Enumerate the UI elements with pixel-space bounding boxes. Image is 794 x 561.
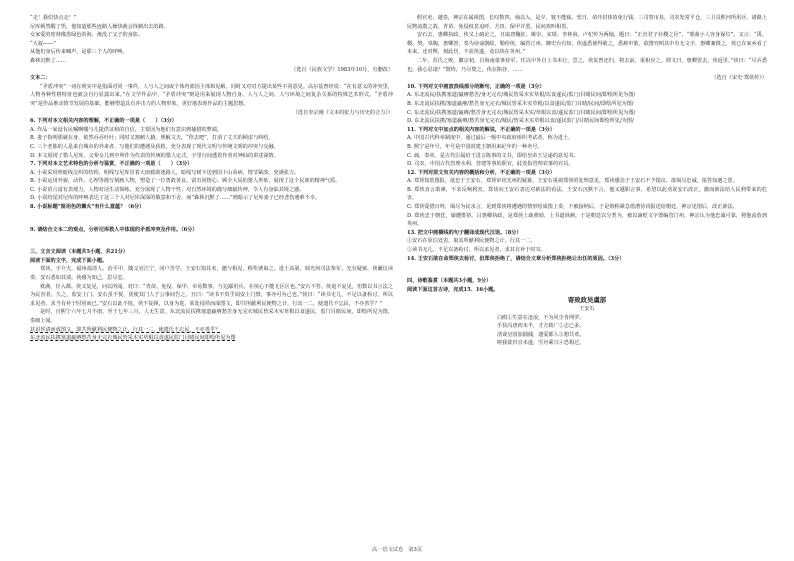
question-7: 7. 下列对本文艺术特色的分析与鉴赏，不正确的一项是（ ）（3分） [30, 161, 193, 168]
q12-option-c: C. 郑侠爱惜百姓，竭尽为民求言，见到郑侠将遭遇的情形绘成图上奏，不被接纳后，于是假称紧急借漕侍讯报送给朝廷，神宗见图后，改正新法。 [407, 204, 738, 211]
q10-option-a: A. 东北流民/扶携塞道/羸瘠愁苦/身无完衣/城民皆采木实草根/以食遂民/监门/目睹民间/即绘所见为图/ [407, 92, 636, 99]
q12-option-b: B. 郑侠直言敢谏，不求反响利害。郑侠向王安石表达对新法的看法，王安石沉默不言，他又越职言事，希望以此劝说安石改正，激而新法给人民利带来的危害。 [407, 186, 767, 202]
classical-paragraph-1: 郑侠，字介夫，福州福清人。治平中，随父官江宁，闭户苦学。王安石知其名，邀与相见，称奖诱诲之。进士高第，调光州司法参军。光有疑狱，侠谳议读奏，安石悉如其请。侠感为知己，思尽忠。 [30, 266, 393, 282]
story-line: “大叙——” [30, 40, 56, 47]
classical-continued-2: 安石去，惠卿执政，侠又上疏论之，且取唐魏征、姚崇、宋璟、李林甫、卢杞传为两轴，题曰：“正直君子社稷之臣”，“邪曲小人容身保位”。又言：“禹、稷、契、皋陶，惠卿怒，奏为谤讪朝政，勒停侠，编管汀州。御史台有知，侠遂悉使得赦之，悉赦申策，欲推究明其中有无文字，惠卿兼摄之，侠已在家乡看了本来，还对释，刻此居，不获侠遂，竟以侠在英州。” [407, 32, 767, 56]
poem-author: 王安石 [579, 306, 595, 312]
q10-option-d: D. 东北流民扶携/塞道羸瘠/愁苦身无完衣/城民/皆采木实草根以食/遂民监门/目睹民间即绘所见/为图/ [407, 118, 634, 125]
section-4-instructions: 阅读下面这首古诗，完成15、16小题。 [407, 286, 499, 293]
q10-option-b: B. 东北流民扶携/塞道羸瘠/愁苦身无完衣/城民皆采木实草根/以食遂民/监门目睹/民间/即绘所见为图/ [407, 100, 634, 107]
story-line: 女家爱的密林像黑绿色的海，淹没了父子的身影。 [30, 32, 144, 39]
section-4-heading: 四、诗歌鉴赏（本题共3小题，9分） [407, 278, 492, 285]
story-line: 森林沉默了…… [30, 57, 66, 64]
q7-option-d: D. 小说结尾对尼库的呼唤表达了这三个人对尼库深深的敬意和不舍，而“森林沉默了……”则暗示了尼库妻子已经悲伤遇难不幸。 [30, 195, 321, 202]
q11-option-d: D. 司农，中国古代管理水利、营建等事的职官，此处指管理农事的官员。 [407, 161, 574, 168]
q13-item-2: ②读书无几，不足以备检讨，所以求见者，求其有补于时耳。 [407, 247, 546, 254]
poem-line: 白鸥①生意在沧浪，不为风尘肯网罗。 [497, 314, 585, 321]
q11-option-a: A. 中国古代科举制度中，通过最后一级中央政府组织考试者，称为进士。 [407, 135, 574, 142]
q10-option-c: C. 东北流民/扶携塞道/羸瘠/愁苦身无完衣/城民皆采木实/草根以食/遂民监门/目睹民间/即绘所见为图/ [407, 109, 636, 116]
left-column [30, 14, 393, 343]
wavy-underlined-sentence: 东北流民扶携塞道羸瘠愁苦身无完衣城民皆采木实草根以食遂民监门目睹民间即绘所见为图 [30, 335, 236, 342]
story-source: （选自《民族文学》1983年10月，有删改） [291, 66, 393, 73]
q7-option-b: B. 小说运用外貌、动作、心理等描写刻画人物，塑造了一位勇敢善良、富有同情心、顾全大局的猎人形象，展现了这个民族的精神气质。 [30, 178, 341, 185]
classical-paragraph-2: 秩满，径入都。侠又复见，问以所闻，对曰：“青苗、免役、保甲、市易数事，与边鄙用兵，在侠心不能无区区也。”安石不答。侠退不复见，但数以书言法之为民害者。久之，监安上门。安石虽不悦，犹使其门人于公事间告之，且曰：“读书不贵乎闻安上门禁，事亦可为己也。”侠曰：“读书无几，不足以备检讨。所以求见者，求当有补于时用而已。”安石以此不悦。侠不复顾，以身为进，某处侵侯而成图文，即共所献利民便物之计，行其一二，使遗氏不忘民，不亦善乎？” [30, 283, 393, 307]
section-3-heading: 三、文言文阅读（本题共5小题，共21分） [30, 249, 129, 256]
q11-option-b: B. 熙宁是年号，年号是中国封建王朝用来纪年的一种名号。 [407, 143, 543, 150]
classical-paragraph-3: 是时，自熙宁六年七月不雨，至于七年三月，人无生意。东北流民扶携塞道羸瘠愁苦身无完衣城民皆采木实草根以食遂民，监门目睹民间，即绘所见为图，奏疏上闻。 [30, 309, 393, 324]
classical-continued-1: 假官吏，越奏，神宗在属视图，长叹数四，袖以入，是夕，寝不能寐。翌日，命开封体放免行钱，三司察市易，司农发常平仓，三卫具熙河所用兵，诸路上民物流散之故，青苗、免役权息追呼，方田、保甲并罢，民间欢叫相贺。 [407, 15, 767, 30]
question-13: 13. 把文中画横线的句子翻译成现代汉语。（8分） [407, 229, 522, 236]
page-footer: 高一语文试卷 第3页 [372, 547, 422, 553]
poem-line: 嗟我欲归宜未遂，雪舟乘兴④恐相过。 [497, 340, 585, 347]
text2-source: （选自李宗刚《文本的张力与历史的合力》） [292, 109, 393, 116]
answer-space [30, 234, 393, 248]
answer-space [30, 212, 393, 226]
q12-option-d: D. 郑侠忠于朝廷，屡遭排挤。吕惠卿执政，是郑侠上疏弹劾，上书道讽刺，于是朝廷以分类为，被以谪贬文字置编管汀州，神宗认为他忠诚可靠，将他流放到英州。 [407, 212, 767, 228]
poem-title: 寄致政吴虞部 [567, 296, 607, 305]
classical-continued-3: 二年，苏氏之败，徽宗初，自海南量事侍军，任以中外自上书未行，尝之，侠复曾还归，将去前，重相应之，谓文曰，惠卿罢去，侠返里。”侠曰：“尽兵悉也，我心忍诸？”既终，乃尽焚之。侠在陷谷，…… [407, 57, 767, 73]
story-line: 从他们身后传来喊声，是那三个人的呼唤。 [30, 49, 128, 56]
answer-space [407, 263, 767, 277]
q7-option-c: C. 小说语言富有表现力，人物对话生动简练，充分展现了人物个性；对自然环境的描写细腻传神，令人有身临其境之感。 [30, 186, 305, 193]
poem-line: 手执冯唐初未半，才方致广②志已多。 [497, 323, 585, 330]
text2-body: “矛盾冲突”一词在现实中是指面对同一事件，人与人之间或个体内部因主体和见解，同时又对对方提出某些不同意见。高尔基曾经说：“在有意义的冲突里，人物各种性格特征也就会自行显露出来。”在文学作品中，“矛盾冲突”则是用来展现人物自身、人与人之间、人与环境之间复杂关系的特殊艺术形式。“矛盾冲突”是作品推动情节发展的基础，能够塑造具有冲击力的人物形象，更好地表现作品的主题思想。 [30, 83, 393, 107]
underlined-sentence: 其诏侯请而成图文，即共所献利民便物之计，行其一二，使遗氏不忘民，不亦善乎？ [30, 326, 221, 333]
text2-label: 文本二： [30, 75, 51, 82]
q6-option-b: B. 妻子指明那就在身，依然吞吞吐吐；同时又割刺人籍，理解文夫，“你去吧”，打消了丈夫的顾虑与纠结。 [30, 135, 274, 142]
question-10: 10. 下列对文中画波浪线部分的断句，正确的一项是（3分） [407, 83, 545, 90]
story-line: 尼库顿然醒了悟，他知道那些连路人操快就会找刺出去的路。 [30, 23, 169, 30]
story-line: “走！我们快点走！” [30, 15, 77, 21]
right-column [407, 14, 767, 348]
question-8: 8. 小说标题“娱坦色的篝火”有什么意蕴？（6分） [30, 204, 145, 211]
q13-item-1: ①安石在原信处表，取其所献利民便物之计，行其一二。 [407, 238, 536, 245]
question-6: 6. 下列对本文相关内容的理解，不正确的一项是（ ）（3分） [30, 118, 177, 125]
section-3-instructions: 阅读下面的文字，完成下面小题。 [30, 257, 108, 264]
q12-option-a: A. 郑侠知恩图报，欲忠于王安石。郑侠审讯光州的疑狱，王安石重视郑侠的处理意见，郑侠感念于王安石不予提议，欲竭尽忠诚，报答知遇之恩。 [407, 178, 738, 185]
q11-option-c: C. 疏，奏章，是古代臣属给王进言陈事的文书，即给皇帝王呈递的意见书。 [407, 152, 579, 159]
question-11: 11. 下列对文中加点的相关内容的解说，不正确的一项是（3分） [407, 126, 555, 133]
q6-option-d: D. 本文展现了猎人尼库，父辈女儿到中所作为代表的传统的猎人定式，宇里行间透着作者对神仙的讲述深情。 [30, 152, 279, 159]
q6-option-c: C. 三个老陈的人是来自城市的外来者，写他们的遭遇及获救，充分表现了现代文明与传统文明的冲突与交融。 [30, 143, 279, 150]
question-9: 9. 请结合文本二的观点，分析尼库救人中体现的矛盾冲突及作用。（6分） [30, 226, 198, 233]
question-12: 12. 下列对原文有关内容的概括和分析，不正确的一项是（3分） [407, 169, 555, 176]
story-excerpt [30, 14, 393, 66]
poem-line: 清谈皇国加捕捕，遗爱都人③想共欢。 [497, 331, 585, 338]
question-14: 14. 王安石欲在命郑侠去检讨，但郑侠拒绝了，请结合文章分析郑侠拒绝让出任的原因。（3分） [407, 255, 625, 262]
q6-option-a: A. 作品一家设有民嘱啊哪与儿提供证和的自信，主要因为他们有意识到捕猎的弊端。 [30, 126, 223, 133]
q7-option-a: A. 小说采用明暗线交织的结构，明线写尼库冒着大雨救助迷路人，暗线写树卡送到因下山看病，情节紧凑，充满张力。 [30, 169, 300, 176]
classical-source: （选自《宋史·郑侠传》） [711, 75, 767, 82]
